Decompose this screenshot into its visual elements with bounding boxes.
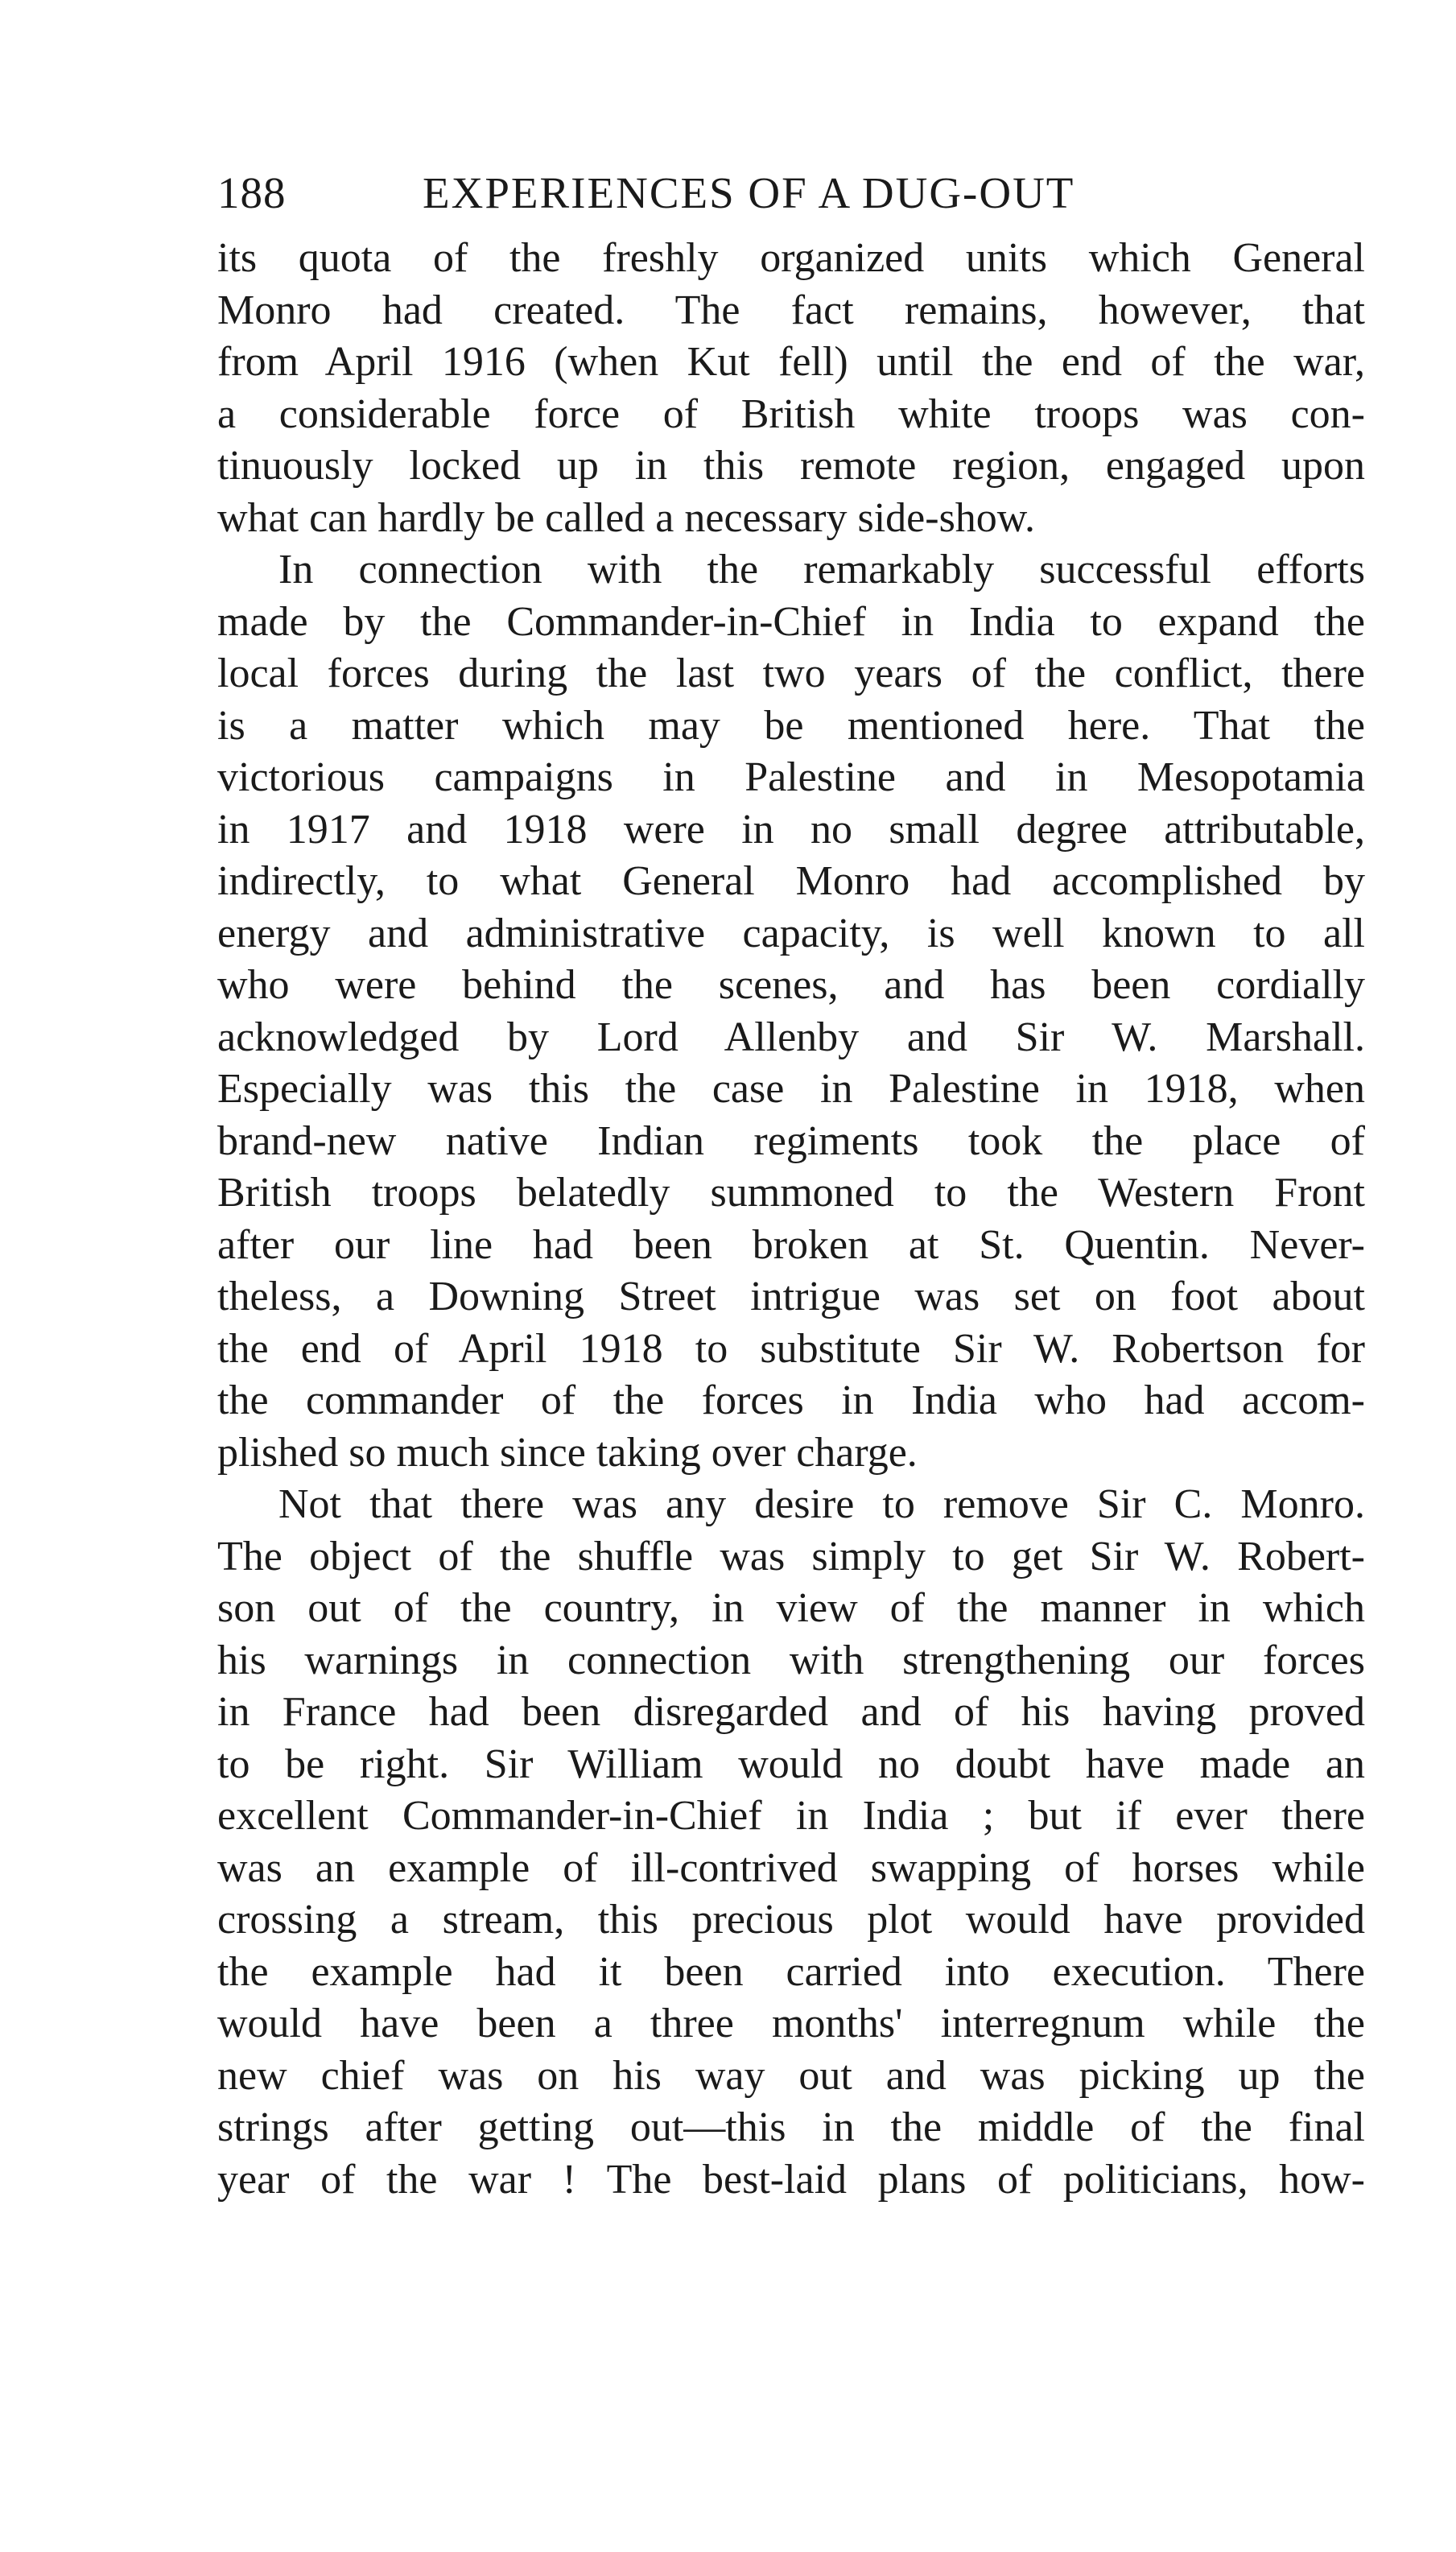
running-title: EXPERIENCES OF A DUG-OUT [423, 168, 1075, 217]
text-line: made by the Commander-in-Chief in India to expand the [217, 598, 1365, 645]
text-line: new chief was on his way out and was picking up the [217, 2052, 1365, 2099]
paragraph [217, 1479, 1365, 2206]
book-page [217, 165, 1365, 2206]
text-line: its quota of the freshly organized units which General [217, 235, 1365, 281]
text-line: is a matter which may be mentioned here. That the [217, 702, 1365, 749]
text-line: excellent Commander-in-Chief in India ; but if ever there [217, 1793, 1365, 1839]
text-line: crossing a stream, this precious plot would have provided [217, 1897, 1365, 1943]
text-line: acknowledged by Lord Allenby and Sir W. Marshall. [217, 1014, 1365, 1060]
text-line: the example had it been carried into execution. There [217, 1948, 1365, 1995]
text-line: strings after getting out—this in the middle of the final [217, 2104, 1365, 2150]
text-line: The object of the shuffle was simply to get Sir W. Robert- [217, 1533, 1365, 1580]
text-line: plished so much since taking over charge. [217, 1429, 918, 1476]
text-line: Monro had created. The fact remains, however, that [217, 287, 1365, 333]
text-line: brand-new native Indian regiments took the place of [217, 1117, 1365, 1164]
text-line: tinuously locked up in this remote region, engaged upon [217, 443, 1365, 489]
text-line: in 1917 and 1918 were in no small degree attributable, [217, 806, 1365, 853]
text-line: son out of the country, in view of the manner in which [217, 1585, 1365, 1631]
text-line: would have been a three months' interregnum while the [217, 2001, 1365, 2046]
text-line: who were behind the scenes, and has been cordially [217, 962, 1365, 1008]
page-number: 188 [217, 168, 287, 217]
text-line: year of the war ! The best-laid plans of politicians, how- [217, 2156, 1365, 2203]
paragraph [217, 233, 1365, 544]
text-line: the commander of the forces in India who had accom- [217, 1377, 1365, 1423]
text-line: victorious campaigns in Palestine and in Mesopotamia [217, 754, 1365, 800]
text-line: Especially was this the case in Palestine in 1918, when [217, 1066, 1365, 1112]
text-line: a considerable force of British white troops was con- [217, 390, 1365, 437]
text-line: In connection with the remarkably successful efforts [278, 547, 1365, 593]
text-line: from April 1916 (when Kut fell) until the end of the war, [217, 339, 1365, 385]
text-line: to be right. Sir William would no doubt have made an [217, 1741, 1365, 1787]
text-line: the end of April 1918 to substitute Sir W. Robertson for [217, 1325, 1365, 1372]
body-text [217, 233, 1365, 2206]
text-line: was an example of ill-contrived swapping of horses while [217, 1844, 1365, 1891]
text-line: indirectly, to what General Monro had accomplished by [217, 858, 1365, 904]
text-line: theless, a Downing Street intrigue was set on foot about [217, 1274, 1365, 1319]
text-line: in France had been disregarded and of his having proved [217, 1689, 1365, 1735]
running-header [217, 165, 1365, 221]
text-line: after our line had been broken at St. Quentin. Never- [217, 1221, 1365, 1268]
text-line: energy and administrative capacity, is well known to all [217, 910, 1365, 956]
text-line: Not that there was any desire to remove Sir C. Monro. [278, 1481, 1365, 1527]
text-line: what can hardly be called a necessary side-show. [217, 494, 1035, 541]
paragraph [217, 544, 1365, 1479]
text-line: local forces during the last two years of the conflict, there [217, 650, 1365, 696]
text-line: his warnings in connection with strengthening our forces [217, 1637, 1365, 1683]
text-line: British troops belatedly summoned to the Western Front [217, 1170, 1365, 1216]
